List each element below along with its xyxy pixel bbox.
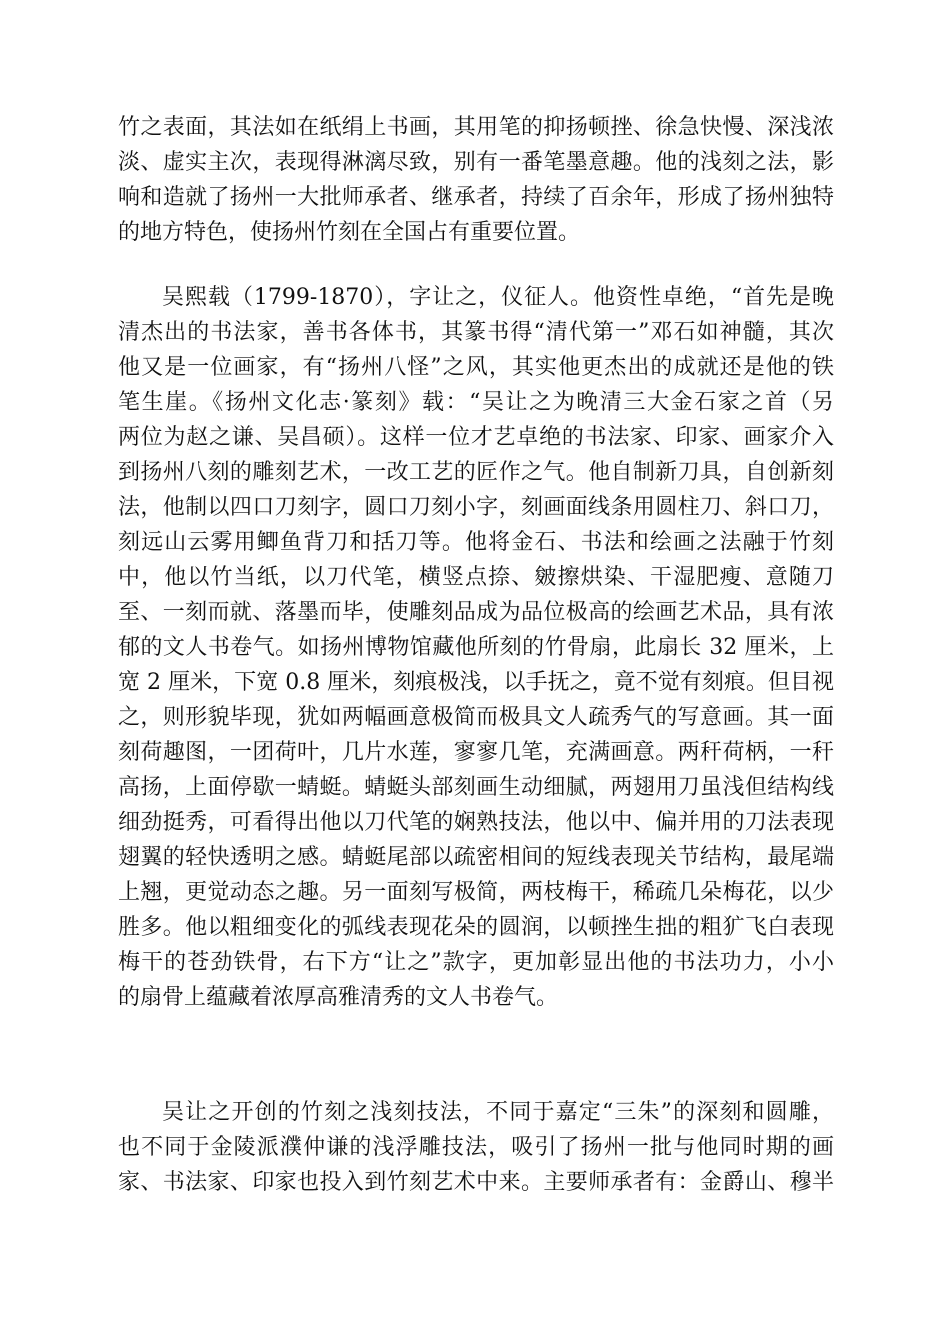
text-line: 翅翼的轻快透明之感。蜻蜓尾部以疏密相间的短线表现关节结构，最尾端	[118, 845, 834, 870]
text-line: 的地方特色，使扬州竹刻在全国占有重要位置。	[118, 220, 581, 245]
text-line: 之，则形貌毕现，犹如两幅画意极简而极具文人疏秀气的写意画。其一面	[118, 705, 834, 730]
text-line: 上翘，更觉动态之趣。另一面刻写极简，两枝梅干，稀疏几朵梅花，以少	[118, 880, 834, 905]
text-line: 他又是一位画家，有“扬州八怪”之风，其实他更杰出的成就还是他的铁	[118, 355, 834, 380]
text-line: 宽 2 厘米，下宽 0.8 厘米，刻痕极浅，以手抚之，竟不觉有刻痕。但目视	[118, 670, 834, 695]
text-line: 吴熙载（1799-1870），字让之，仪征人。他资性卓绝，“首先是晚	[162, 285, 834, 310]
text-line: 吴让之开创的竹刻之浅刻技法，不同于嘉定“三朱”的深刻和圆雕，	[162, 1100, 834, 1125]
text-line: 的扇骨上蕴藏着浓厚高雅清秀的文人书卷气。	[118, 985, 559, 1010]
text-line: 两位为赵之谦、吴昌硕）。这样一位才艺卓绝的书法家、印家、画家介入	[118, 425, 834, 450]
text-line: 刻远山云雾用鲫鱼背刀和括刀等。他将金石、书法和绘画之法融于竹刻	[118, 530, 834, 555]
text-line: 家、书法家、印家也投入到竹刻艺术中来。主要师承者有：金爵山、穆半	[118, 1170, 834, 1195]
text-line: 清杰出的书法家，善书各体书，其篆书得“清代第一”邓石如神髓，其次	[118, 320, 834, 345]
text-line: 法，他制以四口刀刻字，圆口刀刻小字，刻画面线条用圆柱刀、斜口刀，	[118, 495, 834, 520]
text-line: 梅干的苍劲铁骨，右下方“让之”款字，更加彰显出他的书法功力，小小	[118, 950, 834, 975]
text-line: 至、一刻而就、落墨而毕，使雕刻品成为品位极高的绘画艺术品，具有浓	[118, 600, 834, 625]
text-line: 到扬州八刻的雕刻艺术，一改工艺的匠作之气。他自制新刀具，自创新刻	[118, 460, 834, 485]
text-line: 郁的文人书卷气。如扬州博物馆藏他所刻的竹骨扇，此扇长 32 厘米，上	[118, 635, 834, 660]
text-line: 响和造就了扬州一大批师承者、继承者，持续了百余年，形成了扬州独特	[118, 185, 834, 210]
text-line: 淡、虚实主次，表现得淋漓尽致，别有一番笔墨意趣。他的浅刻之法，影	[118, 150, 834, 175]
text-line: 中，他以竹当纸，以刀代笔，横竖点捺、皴擦烘染、干湿肥瘦、意随刀	[118, 565, 834, 590]
text-line: 刻荷趣图，一团荷叶，几片水莲，寥寥几笔，充满画意。两秆荷柄，一秆	[118, 740, 834, 765]
text-line: 笔生崖。《扬州文化志·篆刻》载：“吴让之为晚清三大金石家之首（另	[118, 390, 834, 415]
text-line: 高扬，上面停歇一蜻蜓。蜻蜓头部刻画生动细腻，两翅用刀虽浅但结构线	[118, 775, 834, 800]
text-line: 也不同于金陵派濮仲谦的浅浮雕技法，吸引了扬州一批与他同时期的画	[118, 1135, 834, 1160]
text-line: 竹之表面，其法如在纸绢上书画，其用笔的抑扬顿挫、徐急快慢、深浅浓	[118, 115, 834, 140]
text-line: 细劲挺秀，可看得出他以刀代笔的娴熟技法，他以中、偏并用的刀法表现	[118, 810, 834, 835]
text-line: 胜多。他以粗细变化的弧线表现花朵的圆润，以顿挫生拙的粗犷飞白表现	[118, 915, 834, 940]
